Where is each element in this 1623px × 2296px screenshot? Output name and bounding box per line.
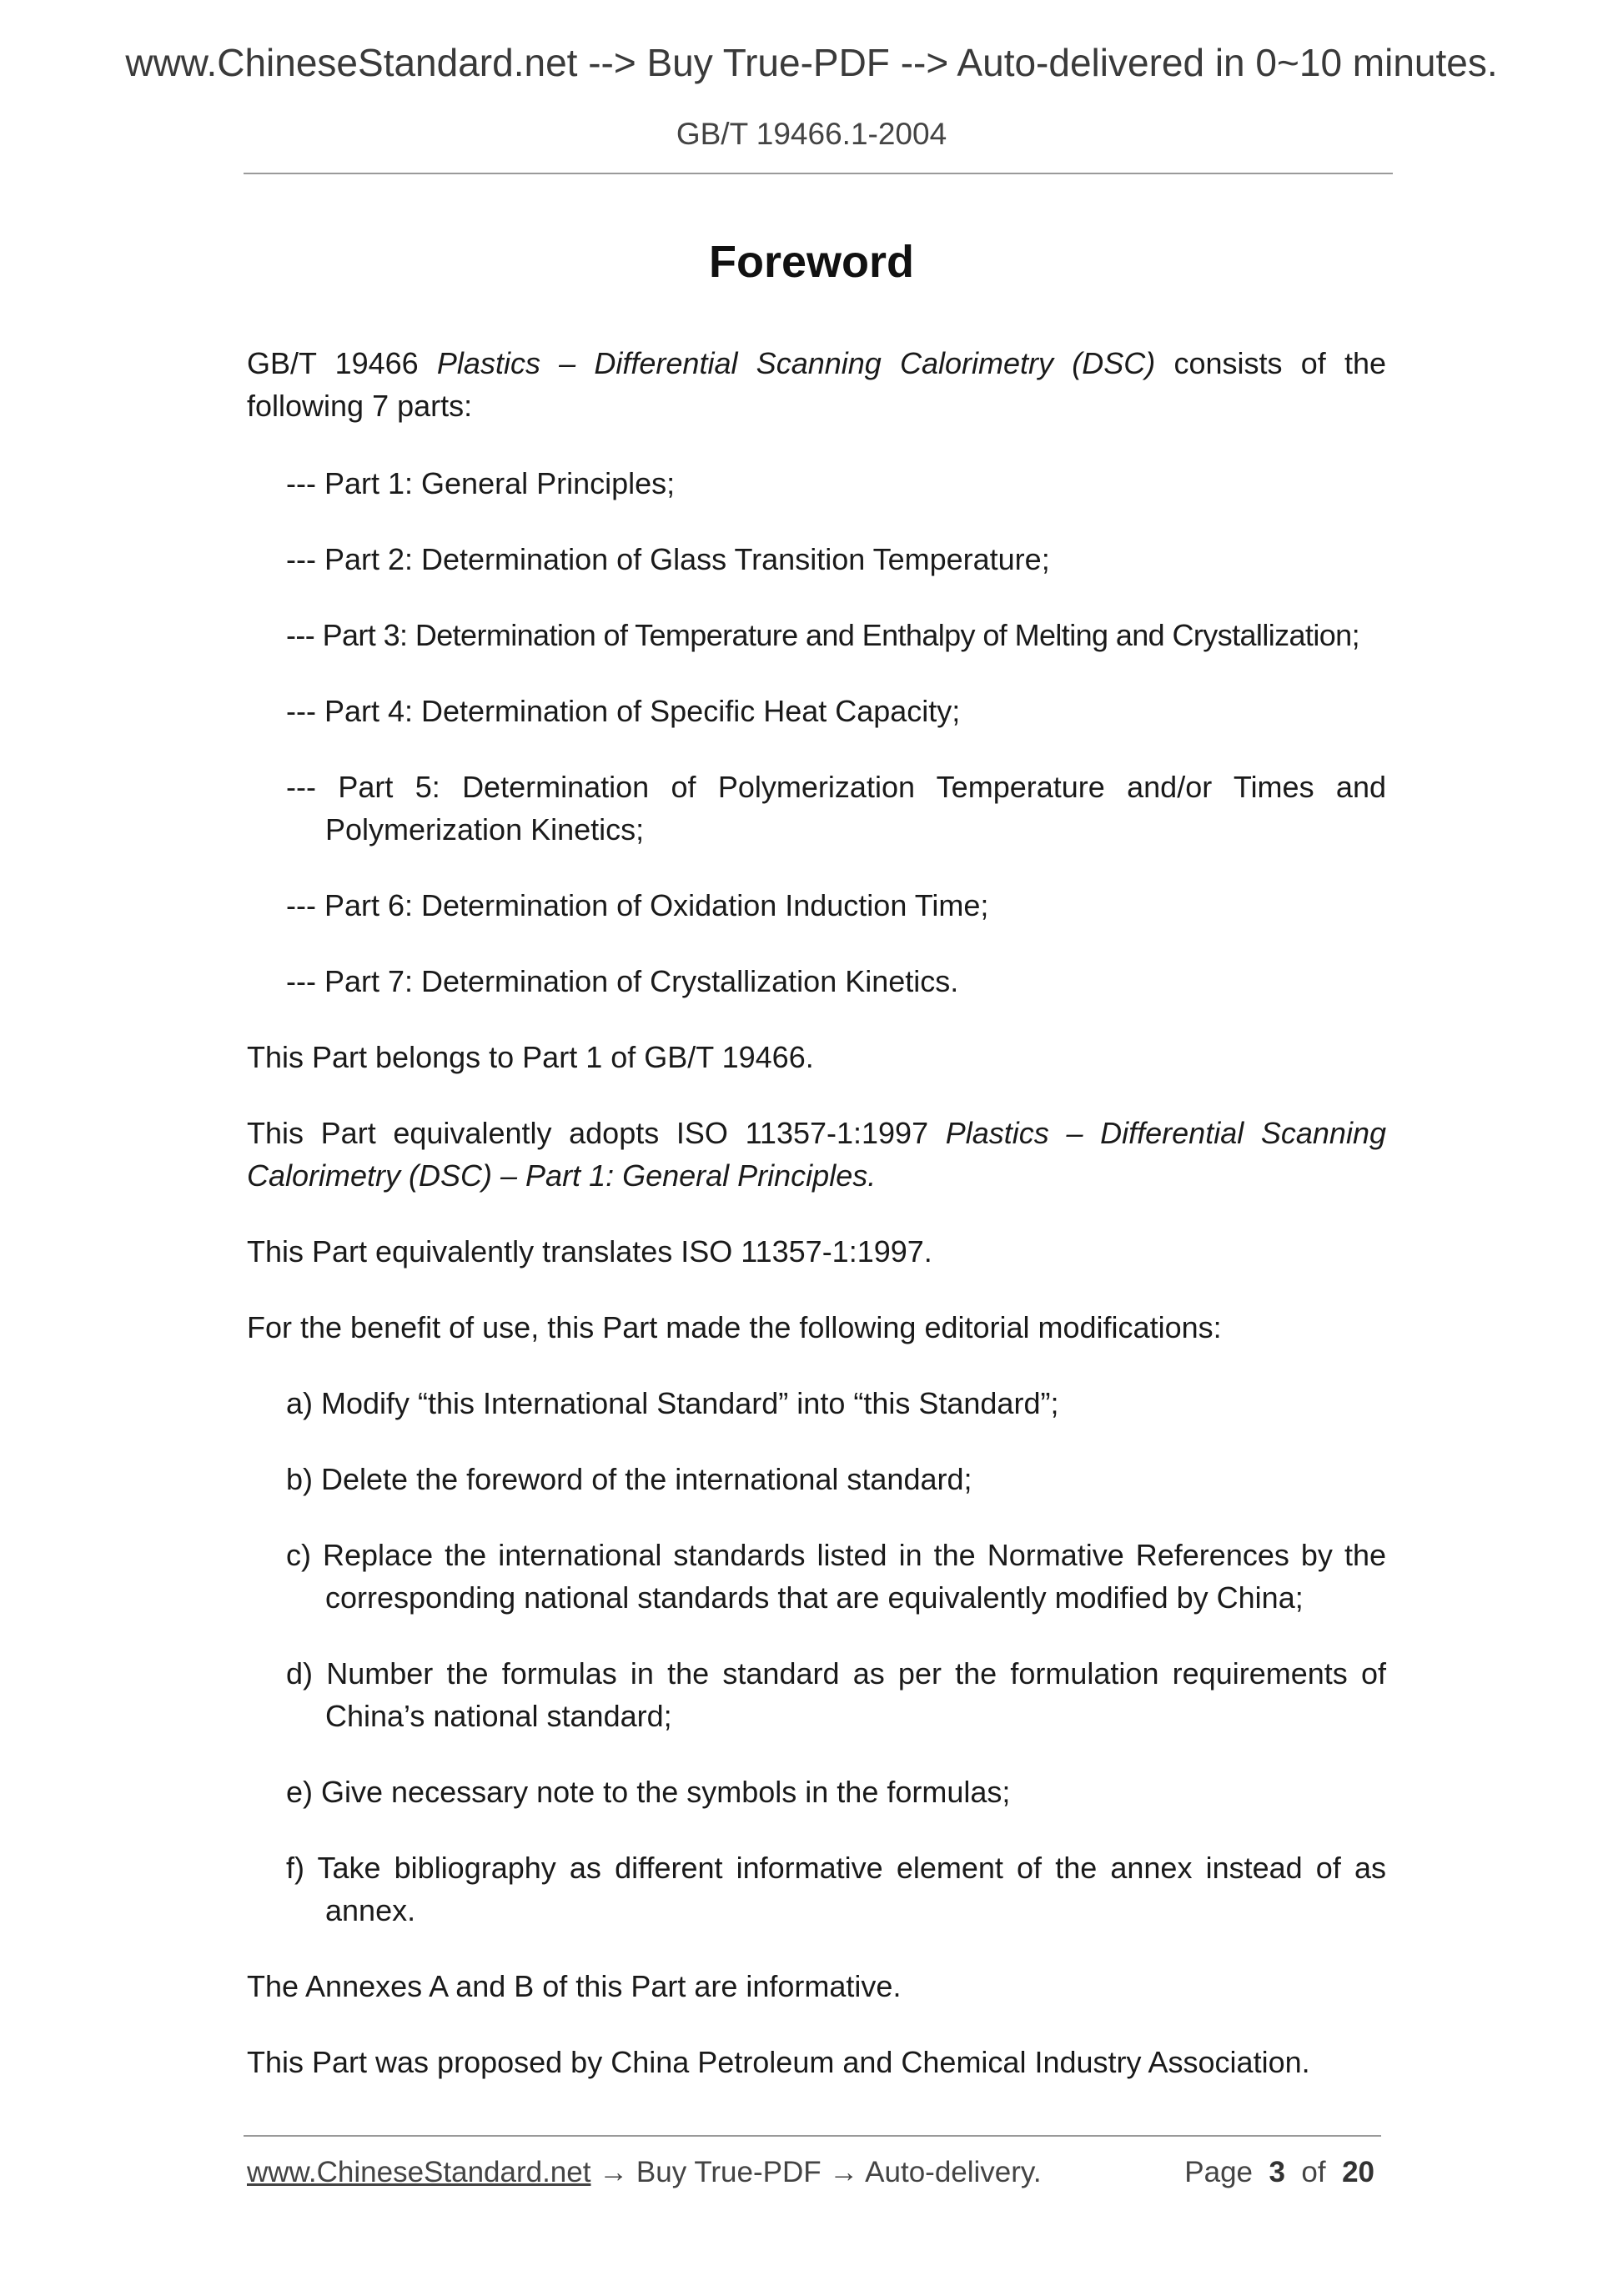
top-banner: www.ChineseStandard.net --> Buy True-PDF --> Auto-delivered in 0~10 minutes. [125,41,1498,84]
header-divider [244,173,1393,174]
list-item: a) Modify “this International Standard” into “this Standard”; [286,1386,1059,1420]
annexes-paragraph: The Annexes A and B of this Part are informative. [247,1969,902,2003]
footer-left [247,2156,1042,2189]
page-indicator: Page 3 of 20 [1184,2156,1374,2188]
list-item: c) Replace the international standards listed in the Normative References by the corresponding national standards that are equivalently modified by China; [286,1538,1386,1615]
page-footer [247,2156,1374,2189]
list-item: d) Number the formulas in the standard as per the formulation requirements of China’s national standard; [286,1656,1386,1733]
list-item: --- Part 6: Determination of Oxidation Induction Time; [286,888,989,922]
adopts-paragraph: This Part equivalently adopts ISO 11357-1:1997 Plastics – Differential Scanning Calorimetry (DSC) – Part 1: General Principles. [247,1116,1386,1193]
list-item: --- Part 1: General Principles; [286,466,676,500]
page-title: Foreword [708,237,914,287]
belongs-paragraph: This Part belongs to Part 1 of GB/T 19466. [247,1040,814,1074]
modifications-intro: For the benefit of use, this Part made the following editorial modifications: [247,1310,1222,1344]
footer-tail: → Buy True-PDF → Auto-delivery. [590,2156,1042,2188]
list-item: e) Give necessary note to the symbols in the formulas; [286,1775,1011,1809]
list-item: f) Take bibliography as different informative element of the annex instead of as annex. [286,1851,1386,1927]
current-page: 3 [1269,2156,1285,2188]
total-pages: 20 [1342,2156,1374,2188]
document-body [247,342,1386,2117]
footer-divider [244,2135,1381,2137]
footer-link[interactable]: www.ChineseStandard.net [247,2156,591,2188]
intro-paragraph: GB/T 19466 Plastics – Differential Scanning Calorimetry (DSC) consists of the following 7 parts: [247,346,1387,423]
list-item: --- Part 5: Determination of Polymerization Temperature and/or Times and Polymerization Kinetics; [286,770,1386,847]
proposed-paragraph: This Part was proposed by China Petroleum and Chemical Industry Association. [247,2045,1310,2079]
standard-number: GB/T 19466.1-2004 [676,117,947,151]
list-item: --- Part 7: Determination of Crystallization Kinetics. [286,964,959,998]
list-item: --- Part 3: Determination of Temperature and Enthalpy of Melting and Crystallization; [286,618,1359,652]
list-item: --- Part 2: Determination of Glass Transition Temperature; [286,542,1050,576]
translates-paragraph: This Part equivalently translates ISO 11357-1:1997. [247,1234,932,1269]
list-item: --- Part 4: Determination of Specific Heat Capacity; [286,694,961,728]
list-item: b) Delete the foreword of the international standard; [286,1462,972,1496]
